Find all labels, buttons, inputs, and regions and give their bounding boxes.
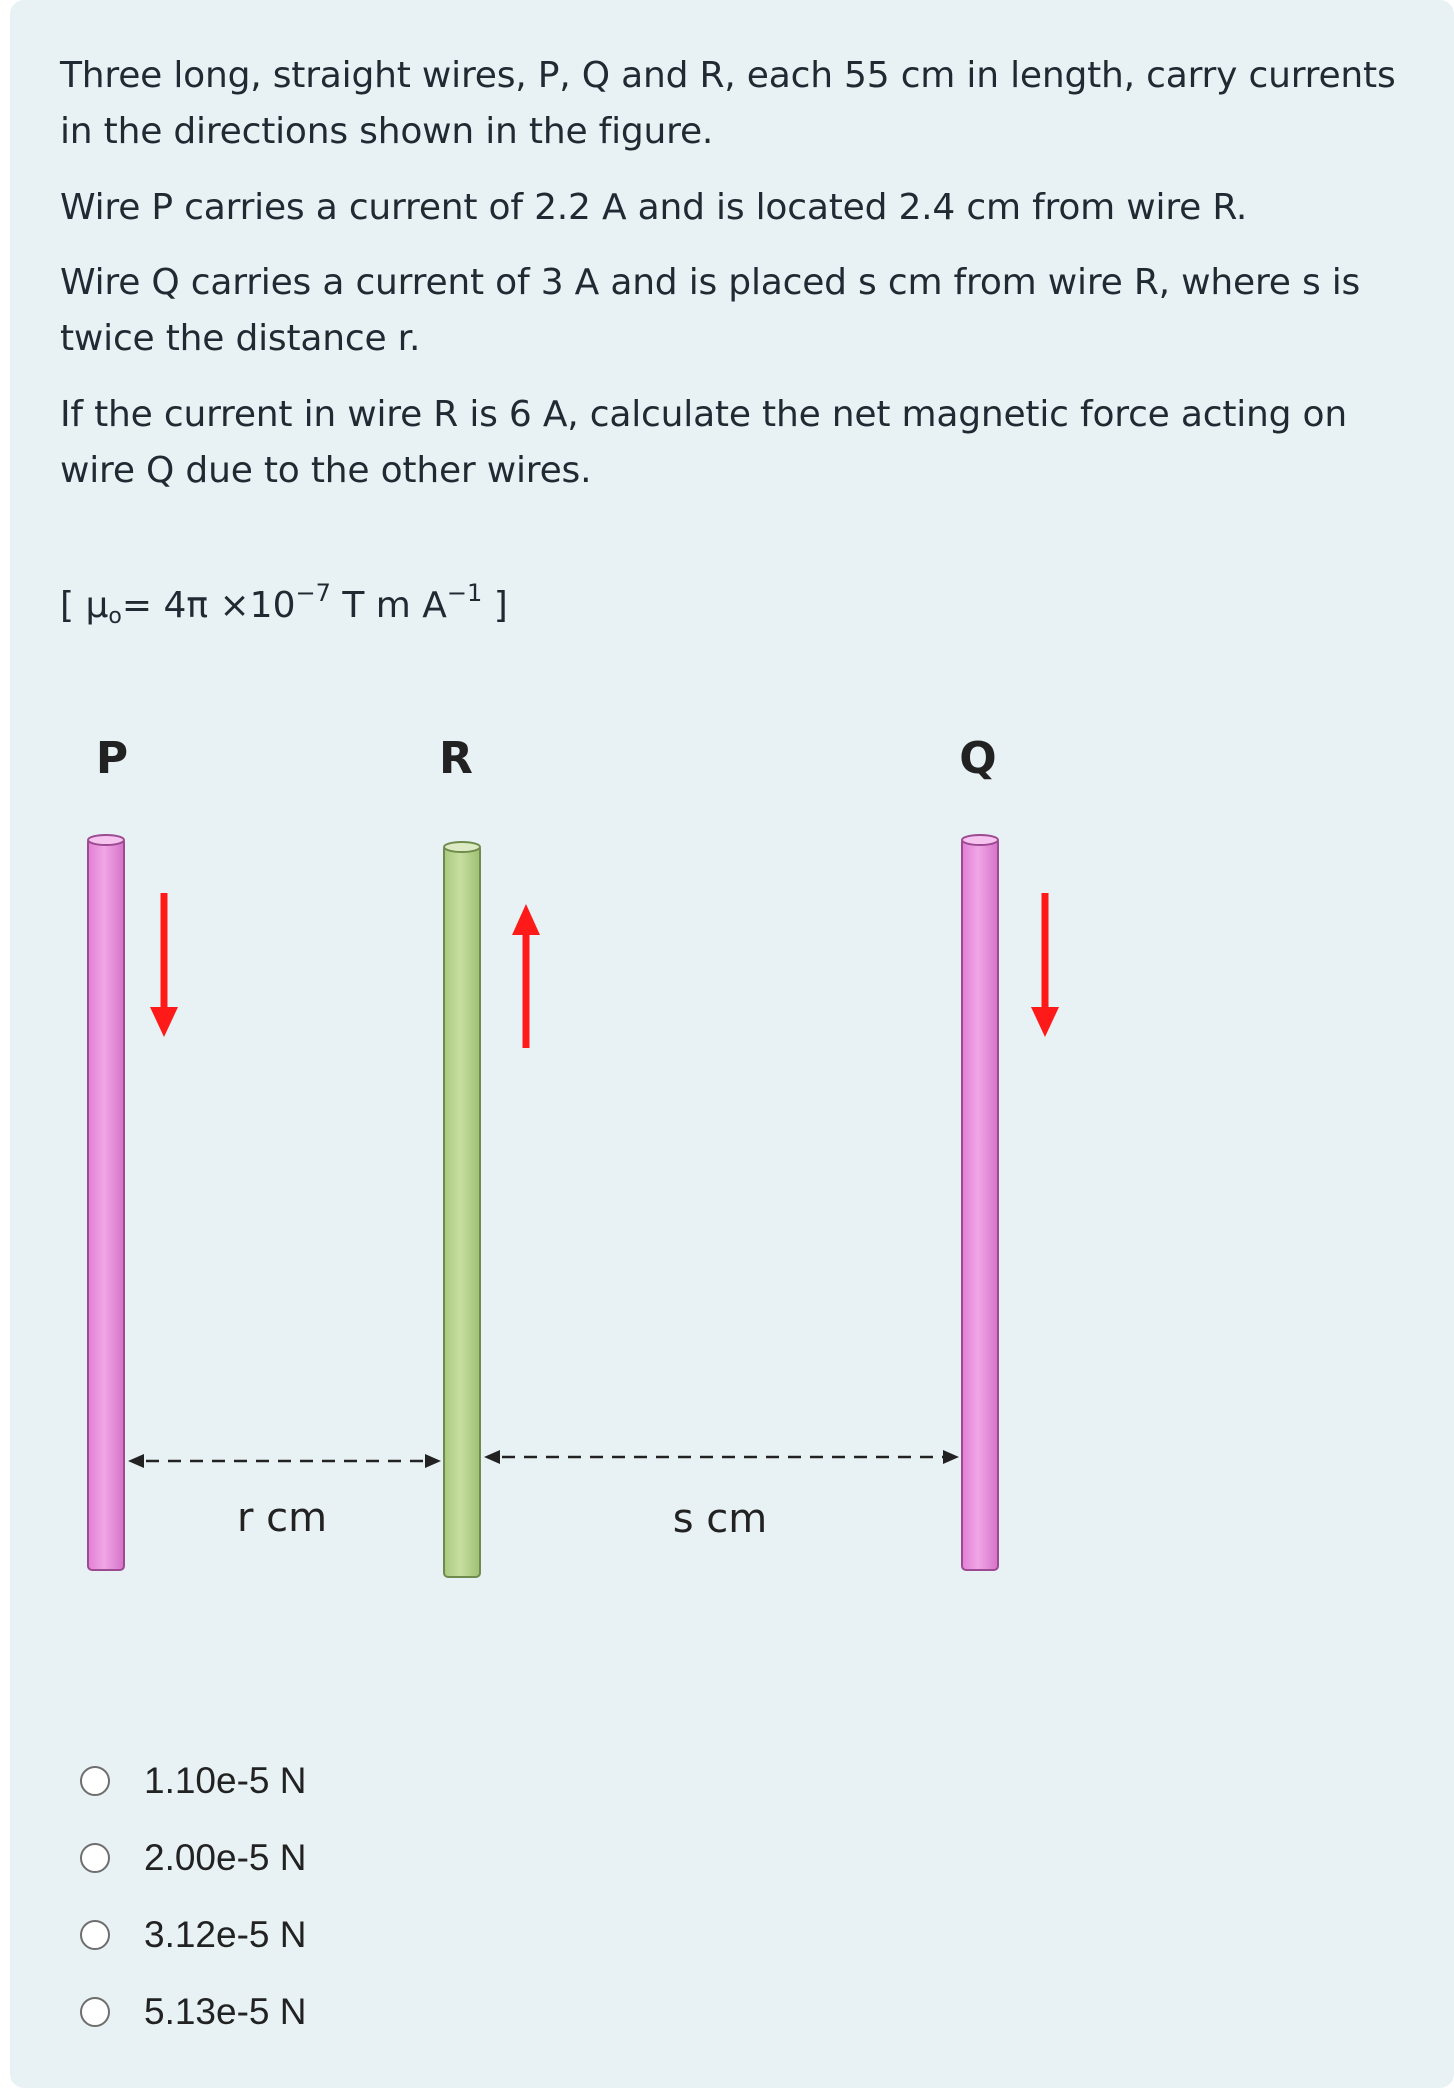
wire-q-label: Q bbox=[959, 733, 997, 784]
distance-s-label: s cm bbox=[672, 1496, 768, 1542]
answer-option[interactable] bbox=[80, 1742, 307, 1819]
current-arrow-r-up bbox=[512, 904, 540, 1048]
distance-r-label: r cm bbox=[236, 1495, 328, 1541]
constant-subscript: o bbox=[108, 604, 122, 629]
question-text-intro: Three long, straight wires, P, Q and R, each 55 cm in length, carry currents in the directions shown in the figure. bbox=[60, 55, 1396, 152]
answer-option[interactable] bbox=[80, 1973, 307, 2050]
question-text-prompt: If the current in wire R is 6 A, calculate the net magnetic force acting on wire Q due to the other wires. bbox=[60, 394, 1347, 491]
wire-p-label: P bbox=[95, 733, 129, 784]
answer-option[interactable] bbox=[80, 1819, 307, 1896]
constant-prefix: [ μ bbox=[60, 585, 109, 626]
current-arrow-p-down bbox=[150, 893, 178, 1037]
answer-option-label: 2.00e-5 N bbox=[144, 1836, 307, 1878]
question-text-wire-q: Wire Q carries a current of 3 A and is placed s cm from wire R, where s is twice the distance r. bbox=[60, 262, 1361, 359]
wire-p bbox=[88, 835, 124, 1570]
radio-button[interactable] bbox=[80, 1920, 110, 1950]
answer-option-label: 5.13e-5 N bbox=[144, 1990, 307, 2032]
wire-r bbox=[444, 842, 480, 1577]
question-text-wire-p: Wire P carries a current of 2.2 A and is located 2.4 cm from wire R. bbox=[60, 187, 1248, 228]
radio-button[interactable] bbox=[80, 1843, 110, 1873]
constant-suffix: ] bbox=[482, 585, 508, 626]
wire-q bbox=[962, 835, 998, 1570]
answer-option[interactable] bbox=[80, 1896, 307, 1973]
answer-option-label: 3.12e-5 N bbox=[144, 1913, 307, 1955]
answer-options bbox=[80, 1742, 307, 2050]
distance-r-indicator bbox=[128, 1454, 441, 1468]
current-arrow-q-down bbox=[1031, 893, 1059, 1037]
radio-button[interactable] bbox=[80, 1997, 110, 2027]
wire-r-label: R bbox=[439, 733, 473, 784]
constant-units: T m A bbox=[330, 585, 447, 626]
constant-value: = 4π ×10 bbox=[121, 585, 296, 626]
constant-exponent: −7 bbox=[295, 579, 331, 607]
distance-s-indicator bbox=[484, 1450, 959, 1464]
constant-units-exponent: −1 bbox=[446, 579, 483, 607]
radio-button[interactable] bbox=[80, 1766, 110, 1796]
answer-option-label: 1.10e-5 N bbox=[144, 1759, 307, 1801]
